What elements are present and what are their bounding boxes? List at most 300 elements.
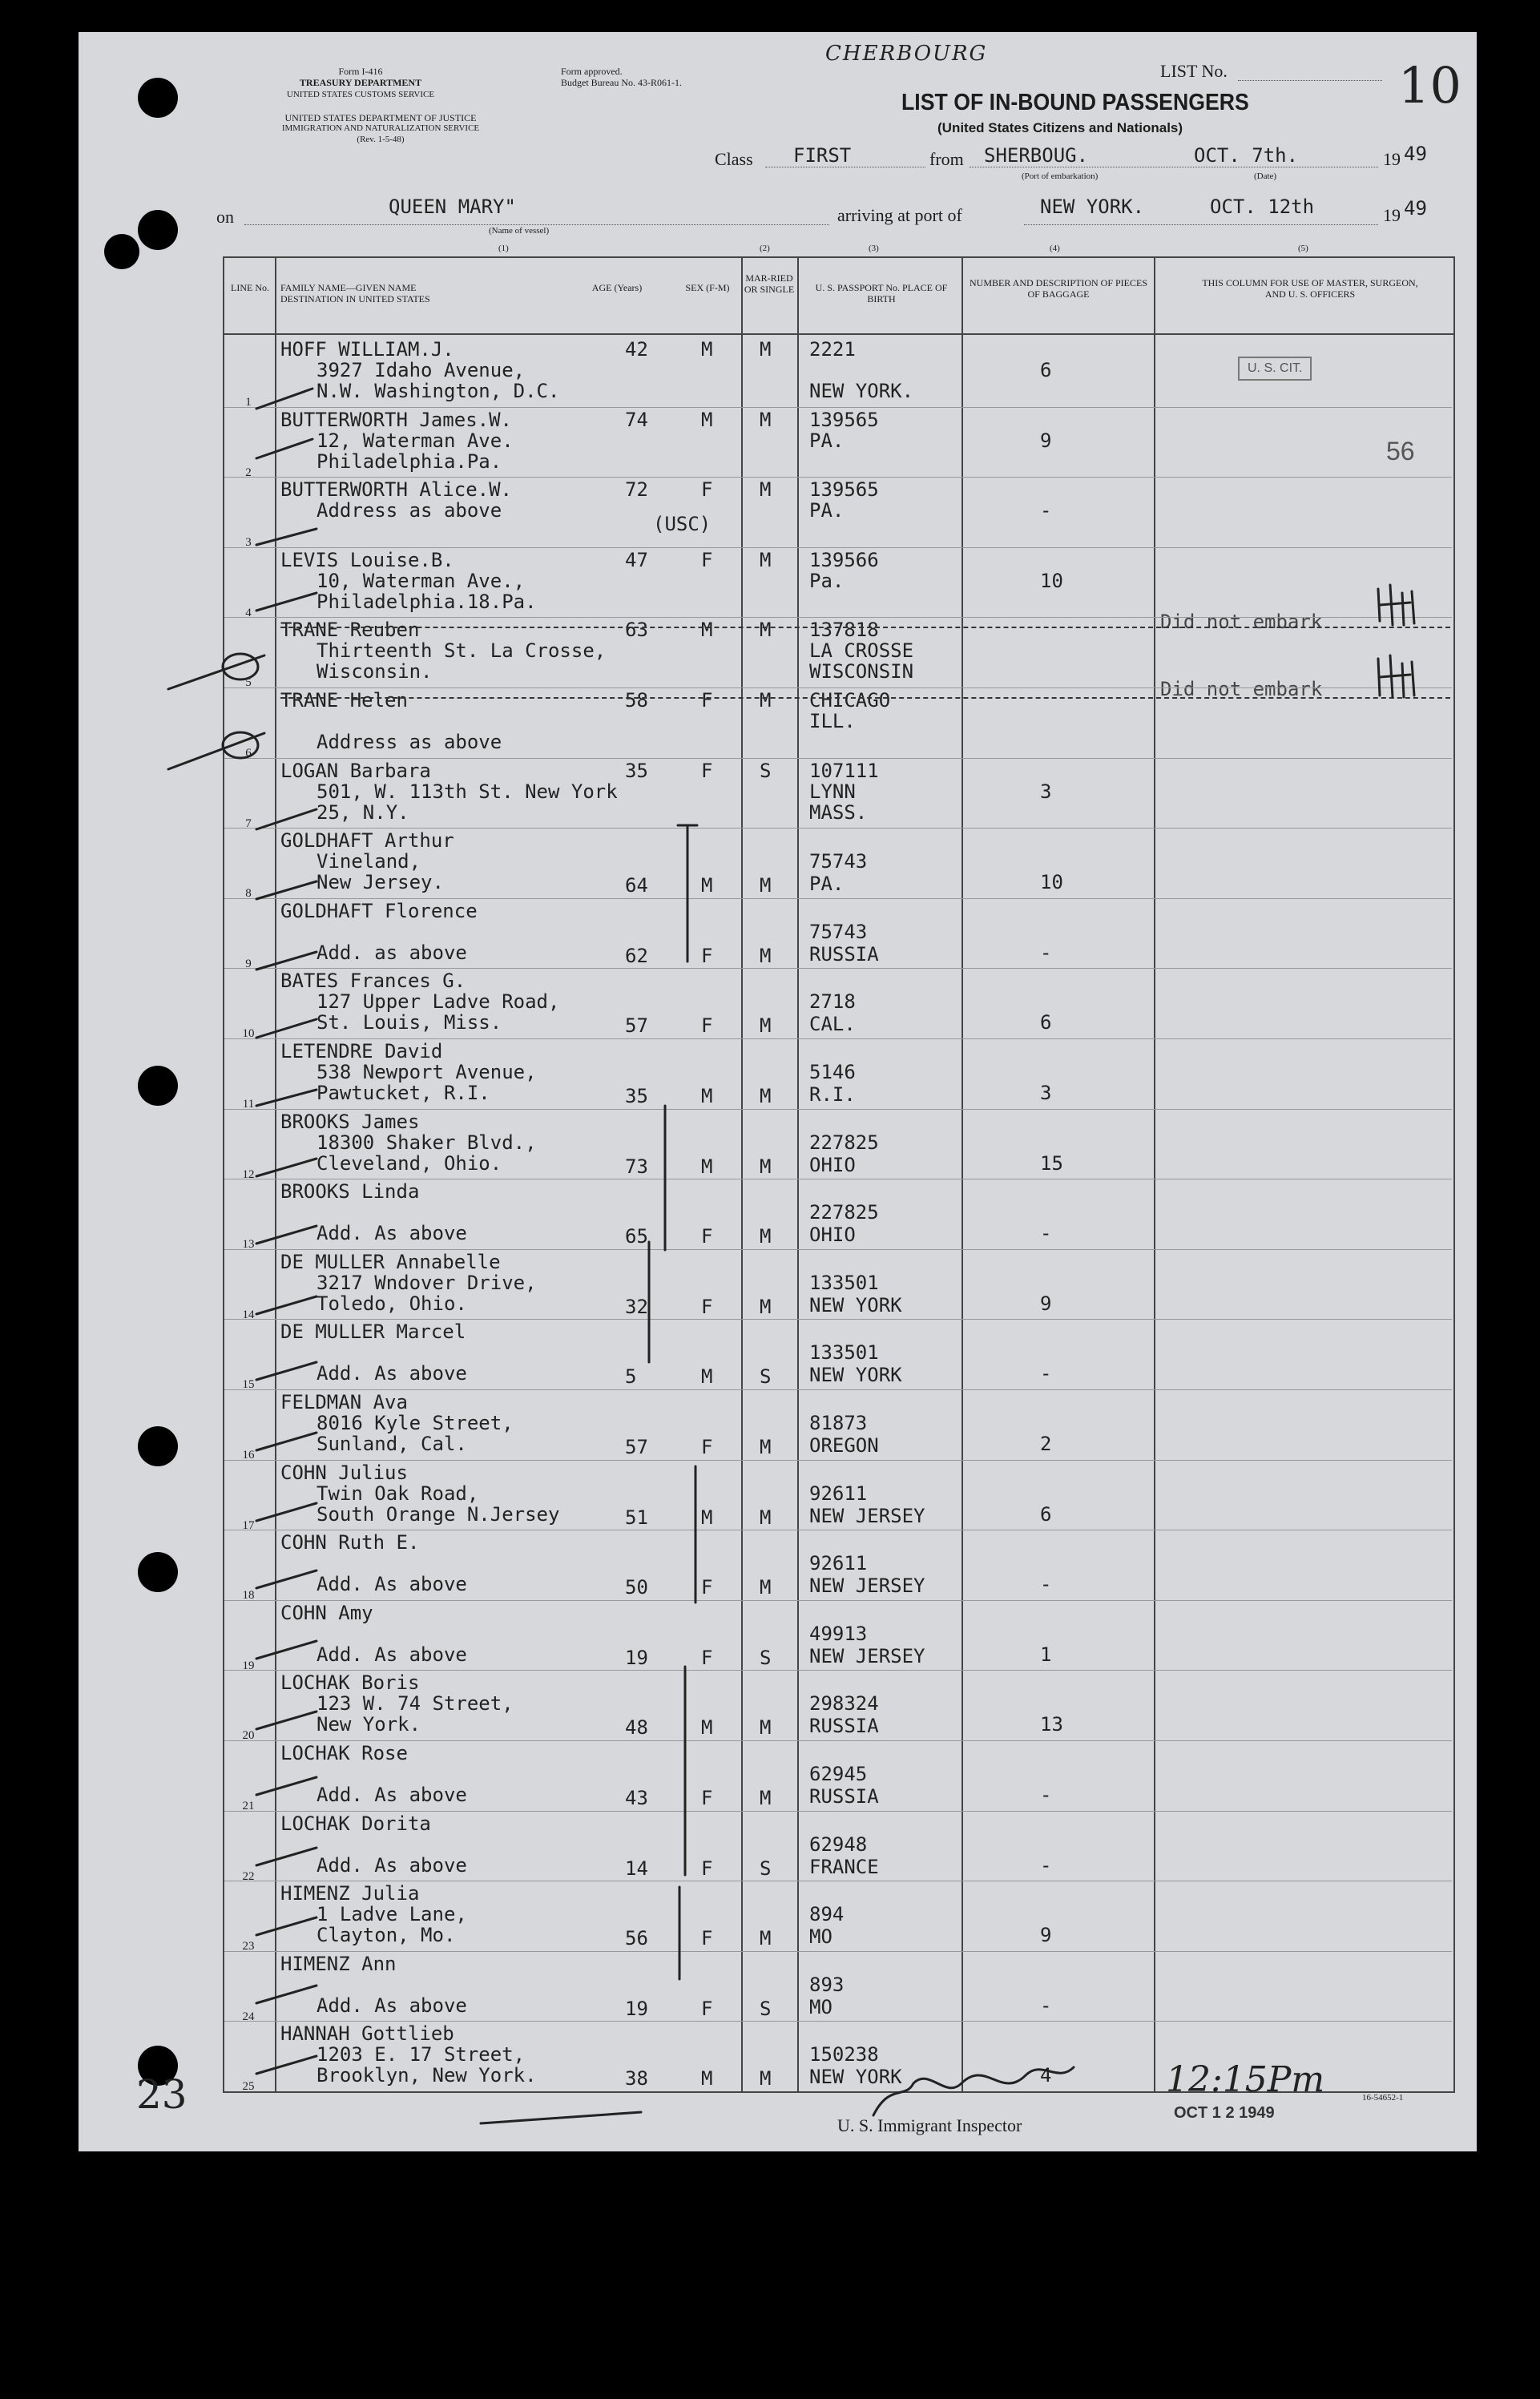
arrival-port: NEW YORK. bbox=[1040, 196, 1145, 218]
row-divider bbox=[224, 1740, 1452, 1741]
passport-number: 133501 bbox=[809, 1341, 879, 1365]
line-number: 3 bbox=[245, 536, 252, 550]
age: 35 bbox=[625, 1085, 648, 1107]
col-num-3: (3) bbox=[869, 244, 879, 253]
header-line-no: LINE No. bbox=[231, 282, 269, 293]
vessel-caption: (Name of vessel) bbox=[489, 226, 550, 236]
class-value: FIRST bbox=[793, 144, 852, 167]
line-number: 10 bbox=[242, 1027, 255, 1041]
baggage-count: - bbox=[1040, 1784, 1052, 1806]
birth-place-2: WISCONSIN bbox=[809, 660, 914, 683]
sex: M bbox=[701, 1155, 713, 1178]
address-line-2: Add. As above bbox=[316, 1643, 467, 1666]
year-prefix-2: 19 bbox=[1383, 205, 1401, 225]
address-line-2: Brooklyn, New York. bbox=[316, 2064, 537, 2087]
age: 19 bbox=[625, 1646, 648, 1669]
justice-dept: UNITED STATES DEPARTMENT OF JUSTICE bbox=[284, 112, 477, 123]
col-divider bbox=[797, 256, 799, 2093]
birth-place: MO bbox=[809, 1925, 832, 1949]
line-number: 1 bbox=[245, 396, 252, 409]
passport-number: 298324 bbox=[809, 1692, 879, 1716]
age: 32 bbox=[625, 1295, 648, 1318]
sex: F bbox=[701, 1576, 713, 1599]
birth-place: NEW JERSEY bbox=[809, 1504, 925, 1527]
passport-number: 150238 bbox=[809, 2043, 879, 2066]
revision: (Rev. 1-5-48) bbox=[357, 135, 405, 144]
passenger-name: LOCHAK Rose bbox=[280, 1742, 408, 1764]
baggage-count: 6 bbox=[1040, 1502, 1052, 1526]
on-label: on bbox=[216, 207, 234, 227]
header-age: AGE (Years) bbox=[591, 282, 643, 293]
marital-status: M bbox=[760, 478, 772, 502]
col-num-1: (1) bbox=[498, 244, 509, 253]
passenger-name: HANNAH Gottlieb bbox=[280, 2022, 454, 2046]
marital-status: M bbox=[760, 1436, 772, 1458]
inspector-caption: U. S. Immigrant Inspector bbox=[837, 2115, 1022, 2135]
sex: F bbox=[701, 1997, 713, 2020]
passport-number: 107111 bbox=[809, 759, 879, 782]
age: 5 bbox=[625, 1365, 637, 1389]
header-sex: SEX (F-M) bbox=[685, 282, 730, 293]
baggage-count: - bbox=[1040, 941, 1052, 964]
birth-place: RUSSIA bbox=[809, 1785, 879, 1808]
row-divider bbox=[224, 407, 1452, 408]
col-divider bbox=[741, 256, 743, 2093]
handwritten-time: 12:15Pm bbox=[1166, 2059, 1325, 2100]
passenger-name: GOLDHAFT Florence bbox=[280, 899, 478, 922]
row-divider bbox=[224, 1319, 1452, 1320]
year-2: 49 bbox=[1404, 197, 1427, 220]
budget-bureau: Budget Bureau No. 43-R061-1. bbox=[561, 77, 682, 88]
row-divider bbox=[224, 617, 1452, 618]
list-no-line bbox=[1238, 80, 1382, 81]
officer-note: Did not embark bbox=[1160, 611, 1323, 634]
baggage-count: 10 bbox=[1040, 569, 1063, 592]
address-line-2: Add. As above bbox=[316, 1994, 467, 2017]
passport-number: 139565 bbox=[809, 408, 879, 431]
passenger-name: HIMENZ Ann bbox=[280, 1952, 397, 1975]
punch-hole bbox=[138, 1426, 178, 1466]
birth-place: NEW YORK bbox=[809, 1364, 902, 1387]
passenger-name: BROOKS James bbox=[280, 1110, 420, 1133]
address-line-2: St. Louis, Miss. bbox=[316, 1011, 502, 1034]
sex: F bbox=[701, 478, 713, 502]
line-number: 4 bbox=[245, 606, 252, 619]
address-line-2: Philadelphia.18.Pa. bbox=[316, 590, 537, 613]
officer-note: Did not embark bbox=[1160, 678, 1323, 700]
address-line-1: 1 Ladve Lane, bbox=[316, 1903, 467, 1926]
row-divider bbox=[224, 547, 1452, 548]
age: 38 bbox=[625, 2067, 648, 2091]
year-prefix: 19 bbox=[1383, 149, 1401, 169]
address-line-1: 18300 Shaker Blvd., bbox=[316, 1131, 537, 1154]
marital-status: M bbox=[760, 619, 772, 642]
marital-status: M bbox=[760, 1014, 772, 1038]
address-line-2: Add. as above bbox=[316, 941, 467, 964]
age: 58 bbox=[625, 689, 648, 712]
row-divider bbox=[224, 758, 1452, 759]
baggage-count: 1 bbox=[1040, 1643, 1052, 1666]
marital-status: M bbox=[760, 338, 772, 361]
passport-number: CHICAGO bbox=[809, 689, 891, 712]
address-line-2: South Orange N.Jersey bbox=[316, 1502, 560, 1526]
birth-place: FRANCE bbox=[809, 1855, 879, 1878]
marital-status: S bbox=[760, 1646, 772, 1669]
sex: M bbox=[701, 1085, 713, 1107]
line-number: 19 bbox=[242, 1659, 255, 1672]
age: 72 bbox=[625, 478, 648, 502]
baggage-count: 9 bbox=[1040, 429, 1052, 452]
birth-place: LYNN bbox=[809, 780, 856, 803]
sex: F bbox=[701, 1295, 713, 1318]
age: 63 bbox=[625, 619, 648, 642]
baggage-count: 6 bbox=[1040, 1011, 1052, 1034]
passenger-name: LOCHAK Boris bbox=[280, 1671, 420, 1695]
passport-number: 139565 bbox=[809, 478, 879, 502]
address-line-2: Clayton, Mo. bbox=[316, 1924, 456, 1947]
line-number: 6 bbox=[245, 747, 252, 760]
passenger-name: DE MULLER Annabelle bbox=[280, 1250, 501, 1273]
passenger-name: GOLDHAFT Arthur bbox=[280, 829, 454, 853]
form-approved: Form approved. bbox=[561, 66, 623, 77]
date-caption: (Date) bbox=[1254, 171, 1277, 181]
age: 47 bbox=[625, 548, 648, 571]
treasury-dept: TREASURY DEPARTMENT bbox=[299, 77, 422, 88]
passenger-name: COHN Ruth E. bbox=[280, 1531, 420, 1554]
baggage-count: - bbox=[1040, 1994, 1052, 2017]
age: 14 bbox=[625, 1857, 648, 1880]
baggage-count: 3 bbox=[1040, 1082, 1052, 1104]
address-line-2: Add. As above bbox=[316, 1222, 467, 1245]
col-divider bbox=[275, 256, 276, 2093]
baggage-count: 9 bbox=[1040, 1292, 1052, 1315]
sex: M bbox=[701, 2067, 713, 2091]
marital-status: S bbox=[760, 759, 772, 782]
row-divider bbox=[224, 1811, 1452, 1812]
passenger-name: LEVIS Louise.B. bbox=[280, 548, 454, 571]
col-divider bbox=[1154, 256, 1155, 2093]
address-line-2: Wisconsin. bbox=[316, 660, 433, 683]
age: 62 bbox=[625, 944, 648, 967]
arriving-label: arriving at port of bbox=[837, 205, 962, 225]
passport-number: 133501 bbox=[809, 1271, 879, 1294]
usc-note: (USC) bbox=[653, 513, 712, 535]
sex: F bbox=[701, 1014, 713, 1038]
passenger-name: LOCHAK Dorita bbox=[280, 1812, 431, 1835]
address-line-2: New York. bbox=[316, 1713, 421, 1736]
address-line-2: N.W. Washington, D.C. bbox=[316, 380, 560, 402]
line-number: 17 bbox=[242, 1518, 255, 1532]
punch-hole bbox=[138, 210, 178, 250]
table-right bbox=[1453, 256, 1455, 2093]
sex: F bbox=[701, 1927, 713, 1950]
marital-status: M bbox=[760, 1506, 772, 1529]
baggage-count: 10 bbox=[1040, 871, 1063, 894]
from-date: OCT. 7th. bbox=[1194, 144, 1299, 167]
col-num-2: (2) bbox=[760, 244, 770, 253]
passenger-name: DE MULLER Marcel bbox=[280, 1320, 466, 1344]
row-divider bbox=[224, 1389, 1452, 1390]
passenger-name: TRANE Reuben bbox=[280, 619, 420, 642]
table-header-bottom bbox=[223, 333, 1455, 335]
passport-number: 75743 bbox=[809, 850, 868, 873]
passenger-name: COHN Amy bbox=[280, 1601, 373, 1624]
marital-status: M bbox=[760, 408, 772, 431]
sex: F bbox=[701, 1787, 713, 1809]
passenger-name: LOGAN Barbara bbox=[280, 759, 431, 782]
arrival-line bbox=[1024, 224, 1378, 225]
line-number: 5 bbox=[245, 676, 252, 690]
address-line-1: 8016 Kyle Street, bbox=[316, 1412, 514, 1434]
passenger-name: FELDMAN Ava bbox=[280, 1391, 408, 1413]
punch-hole bbox=[138, 78, 178, 118]
baggage-count: 15 bbox=[1040, 1151, 1063, 1175]
sex: F bbox=[701, 689, 713, 712]
birth-place: NEW YORK bbox=[809, 1293, 902, 1316]
baggage-count: - bbox=[1040, 1362, 1052, 1385]
table-top bbox=[223, 256, 1455, 258]
sex: F bbox=[701, 548, 713, 571]
age: 57 bbox=[625, 1014, 648, 1038]
passenger-name: BUTTERWORTH James.W. bbox=[280, 408, 512, 431]
sex: F bbox=[701, 944, 713, 967]
birth-place: CAL. bbox=[809, 1013, 856, 1036]
line-number: 16 bbox=[242, 1449, 255, 1462]
punch-hole bbox=[104, 234, 139, 269]
punch-hole bbox=[138, 1066, 178, 1106]
row-divider bbox=[224, 687, 1452, 688]
marital-status: S bbox=[760, 1365, 772, 1389]
us-citizen-stamp: U. S. CIT. bbox=[1238, 357, 1312, 381]
address-line-2: Sunland, Cal. bbox=[316, 1433, 467, 1455]
address-line-2: Add. As above bbox=[316, 1853, 467, 1877]
sex: F bbox=[701, 1646, 713, 1669]
row-divider bbox=[224, 1951, 1452, 1952]
marital-status: M bbox=[760, 1787, 772, 1809]
sex: M bbox=[701, 408, 713, 431]
year-1: 49 bbox=[1404, 143, 1427, 165]
age: 74 bbox=[625, 408, 648, 431]
col-num-4: (4) bbox=[1050, 244, 1060, 253]
passenger-name: HOFF WILLIAM.J. bbox=[280, 338, 454, 361]
line-number: 18 bbox=[242, 1589, 255, 1603]
marital-status: M bbox=[760, 548, 772, 571]
sex: M bbox=[701, 1506, 713, 1529]
baggage-count: - bbox=[1040, 499, 1052, 522]
line-number: 13 bbox=[242, 1238, 255, 1252]
line-number: 21 bbox=[242, 1800, 255, 1812]
passport-number: 137818 bbox=[809, 619, 879, 642]
col-divider bbox=[961, 256, 963, 2093]
row-divider bbox=[224, 1249, 1452, 1250]
marital-status: S bbox=[760, 1997, 772, 2020]
address-line-2: New Jersey. bbox=[316, 871, 444, 894]
age: 35 bbox=[625, 759, 648, 782]
row-divider bbox=[224, 1038, 1452, 1039]
birth-place-2: MASS. bbox=[809, 800, 868, 824]
header-passport: U. S. PASSPORT No. PLACE OF BIRTH bbox=[815, 282, 948, 304]
line-number: 22 bbox=[242, 1869, 255, 1883]
birth-place: RUSSIA bbox=[809, 942, 879, 966]
birth-place-2: NEW YORK. bbox=[809, 380, 914, 402]
list-no-label: LIST No. bbox=[1160, 61, 1228, 81]
passport-number: 5146 bbox=[809, 1061, 856, 1083]
passenger-name: BATES Frances G. bbox=[280, 970, 466, 993]
birth-place: NEW JERSEY bbox=[809, 1574, 925, 1598]
header-name: FAMILY NAME—GIVEN NAME DESTINATION IN UNITED STATES bbox=[280, 282, 430, 304]
marital-status: M bbox=[760, 1295, 772, 1318]
sex: M bbox=[701, 1365, 713, 1389]
date-stamp: OCT 1 2 1949 bbox=[1174, 2104, 1275, 2122]
passport-number: 2221 bbox=[809, 338, 856, 361]
address-line-2: Add. As above bbox=[316, 1362, 467, 1385]
sex: M bbox=[701, 874, 713, 897]
marital-status: M bbox=[760, 874, 772, 897]
address-line-1: Twin Oak Road, bbox=[316, 1482, 479, 1505]
age: 51 bbox=[625, 1506, 648, 1529]
passenger-name: LETENDRE David bbox=[280, 1040, 443, 1062]
address-line-1: 538 Newport Avenue, bbox=[316, 1061, 537, 1083]
marital-status: M bbox=[760, 1716, 772, 1740]
form-code: 16-54652-1 bbox=[1362, 2093, 1404, 2103]
line-number: 7 bbox=[245, 816, 252, 830]
from-label: from bbox=[929, 149, 964, 169]
row-divider bbox=[224, 1460, 1452, 1461]
marital-status: M bbox=[760, 689, 772, 712]
class-label: Class bbox=[715, 149, 753, 169]
marital-status: M bbox=[760, 2067, 772, 2091]
address-line-1: 3217 Wndover Drive, bbox=[316, 1271, 537, 1294]
age: 43 bbox=[625, 1787, 648, 1809]
line-number: 15 bbox=[242, 1378, 255, 1392]
passenger-name: BROOKS Linda bbox=[280, 1180, 420, 1204]
passport-number: 893 bbox=[809, 1973, 845, 1996]
birth-place: ILL. bbox=[809, 710, 856, 732]
marital-status: M bbox=[760, 1927, 772, 1950]
sex: F bbox=[701, 1857, 713, 1880]
baggage-count: - bbox=[1040, 1853, 1052, 1877]
row-divider bbox=[224, 968, 1452, 969]
passport-number: 49913 bbox=[809, 1622, 868, 1645]
age: 48 bbox=[625, 1716, 648, 1740]
address-line-1: 127 Upper Ladve Road, bbox=[316, 990, 560, 1014]
handwritten-count: 23 bbox=[136, 2071, 187, 2118]
passenger-name: BUTTERWORTH Alice.W. bbox=[280, 478, 512, 502]
passenger-name: TRANE Helen bbox=[280, 689, 408, 712]
birth-place: LA CROSSE bbox=[809, 639, 914, 663]
line-number: 12 bbox=[242, 1167, 255, 1181]
birth-place: RUSSIA bbox=[809, 1715, 879, 1738]
passenger-name: HIMENZ Julia bbox=[280, 1882, 420, 1905]
ins-service: IMMIGRATION AND NATURALIZATION SERVICE bbox=[281, 123, 480, 133]
baggage-count: 3 bbox=[1040, 780, 1052, 803]
age: 57 bbox=[625, 1436, 648, 1458]
address-line-1: Address as above bbox=[316, 499, 502, 522]
birth-place: OHIO bbox=[809, 1153, 856, 1176]
marital-status: M bbox=[760, 944, 772, 967]
address-line-2: Philadelphia.Pa. bbox=[316, 450, 502, 473]
age: 50 bbox=[625, 1576, 648, 1599]
address-line-1: 3927 Idaho Avenue, bbox=[316, 359, 526, 381]
address-line-1: Thirteenth St. La Crosse, bbox=[316, 639, 607, 663]
address-line-1: 123 W. 74 Street, bbox=[316, 1692, 514, 1716]
age: 64 bbox=[625, 874, 648, 897]
birth-place: PA. bbox=[809, 499, 845, 522]
marital-status: M bbox=[760, 1576, 772, 1599]
address-line-1: Vineland, bbox=[316, 850, 421, 873]
punch-hole bbox=[138, 1552, 178, 1592]
row-divider bbox=[224, 2021, 1452, 2022]
table-left bbox=[223, 256, 224, 2093]
from-port: SHERBOUG. bbox=[984, 144, 1089, 167]
row-divider bbox=[224, 1670, 1452, 1671]
baggage-count: 13 bbox=[1040, 1713, 1063, 1736]
passport-number: 894 bbox=[809, 1903, 845, 1926]
baggage-count: - bbox=[1040, 1573, 1052, 1596]
birth-place: MO bbox=[809, 1995, 832, 2018]
birth-place: OREGON bbox=[809, 1434, 879, 1457]
line-number: 2 bbox=[245, 466, 252, 479]
line-number: 25 bbox=[242, 2080, 255, 2094]
header-officers: THIS COLUMN FOR USE OF MASTER, SURGEON, AND U. S. OFFICERS bbox=[1202, 277, 1418, 300]
baggage-count: 6 bbox=[1040, 359, 1052, 381]
baggage-count: 4 bbox=[1040, 2064, 1052, 2087]
passport-number: 75743 bbox=[809, 920, 868, 943]
address-line-1: 501, W. 113th St. New York bbox=[316, 780, 618, 803]
sex: F bbox=[701, 1436, 713, 1458]
passenger-name: COHN Julius bbox=[280, 1461, 408, 1484]
handwritten-port: CHERBOURG bbox=[825, 42, 988, 66]
list-number: 10 bbox=[1398, 56, 1461, 115]
line-number: 9 bbox=[245, 957, 252, 970]
age: 19 bbox=[625, 1997, 648, 2020]
age: 56 bbox=[625, 1927, 648, 1950]
sex: M bbox=[701, 338, 713, 361]
line-number: 11 bbox=[242, 1098, 255, 1111]
header-baggage: NUMBER AND DESCRIPTION OF PIECES OF BAGGAGE bbox=[969, 277, 1148, 300]
form-subtitle: (United States Citizens and Nationals) bbox=[937, 120, 1183, 135]
address-line-2: Pawtucket, R.I. bbox=[316, 1082, 490, 1104]
line-number: 24 bbox=[242, 2010, 255, 2023]
form-title: LIST OF IN-BOUND PASSENGERS bbox=[901, 90, 1249, 115]
passport-number: 92611 bbox=[809, 1482, 868, 1505]
port-caption: (Port of embarkation) bbox=[1022, 171, 1099, 181]
sex: M bbox=[701, 619, 713, 642]
passport-number: 62948 bbox=[809, 1833, 868, 1856]
margin-number: 56 bbox=[1386, 437, 1415, 466]
vessel-line bbox=[244, 224, 829, 225]
line-number: 20 bbox=[242, 1729, 255, 1743]
passport-number: 92611 bbox=[809, 1552, 868, 1575]
marital-status: M bbox=[760, 1155, 772, 1178]
birth-place: Pa. bbox=[809, 569, 845, 592]
birth-place: PA. bbox=[809, 873, 845, 896]
address-line-2: Toledo, Ohio. bbox=[316, 1292, 467, 1315]
age: 73 bbox=[625, 1155, 648, 1178]
address-line-2: Add. As above bbox=[316, 1784, 467, 1806]
customs-service: UNITED STATES CUSTOMS SERVICE bbox=[286, 90, 435, 99]
address-line-2: Cleveland, Ohio. bbox=[316, 1151, 502, 1175]
address-line-1: 1203 E. 17 Street, bbox=[316, 2043, 526, 2066]
age: 42 bbox=[625, 338, 648, 361]
marital-status: M bbox=[760, 1225, 772, 1248]
line-number: 8 bbox=[245, 887, 252, 901]
age: 65 bbox=[625, 1225, 648, 1248]
row-divider bbox=[224, 1600, 1452, 1601]
address-line-2: Address as above bbox=[316, 731, 502, 753]
row-divider bbox=[224, 477, 1452, 478]
row-divider bbox=[224, 898, 1452, 899]
